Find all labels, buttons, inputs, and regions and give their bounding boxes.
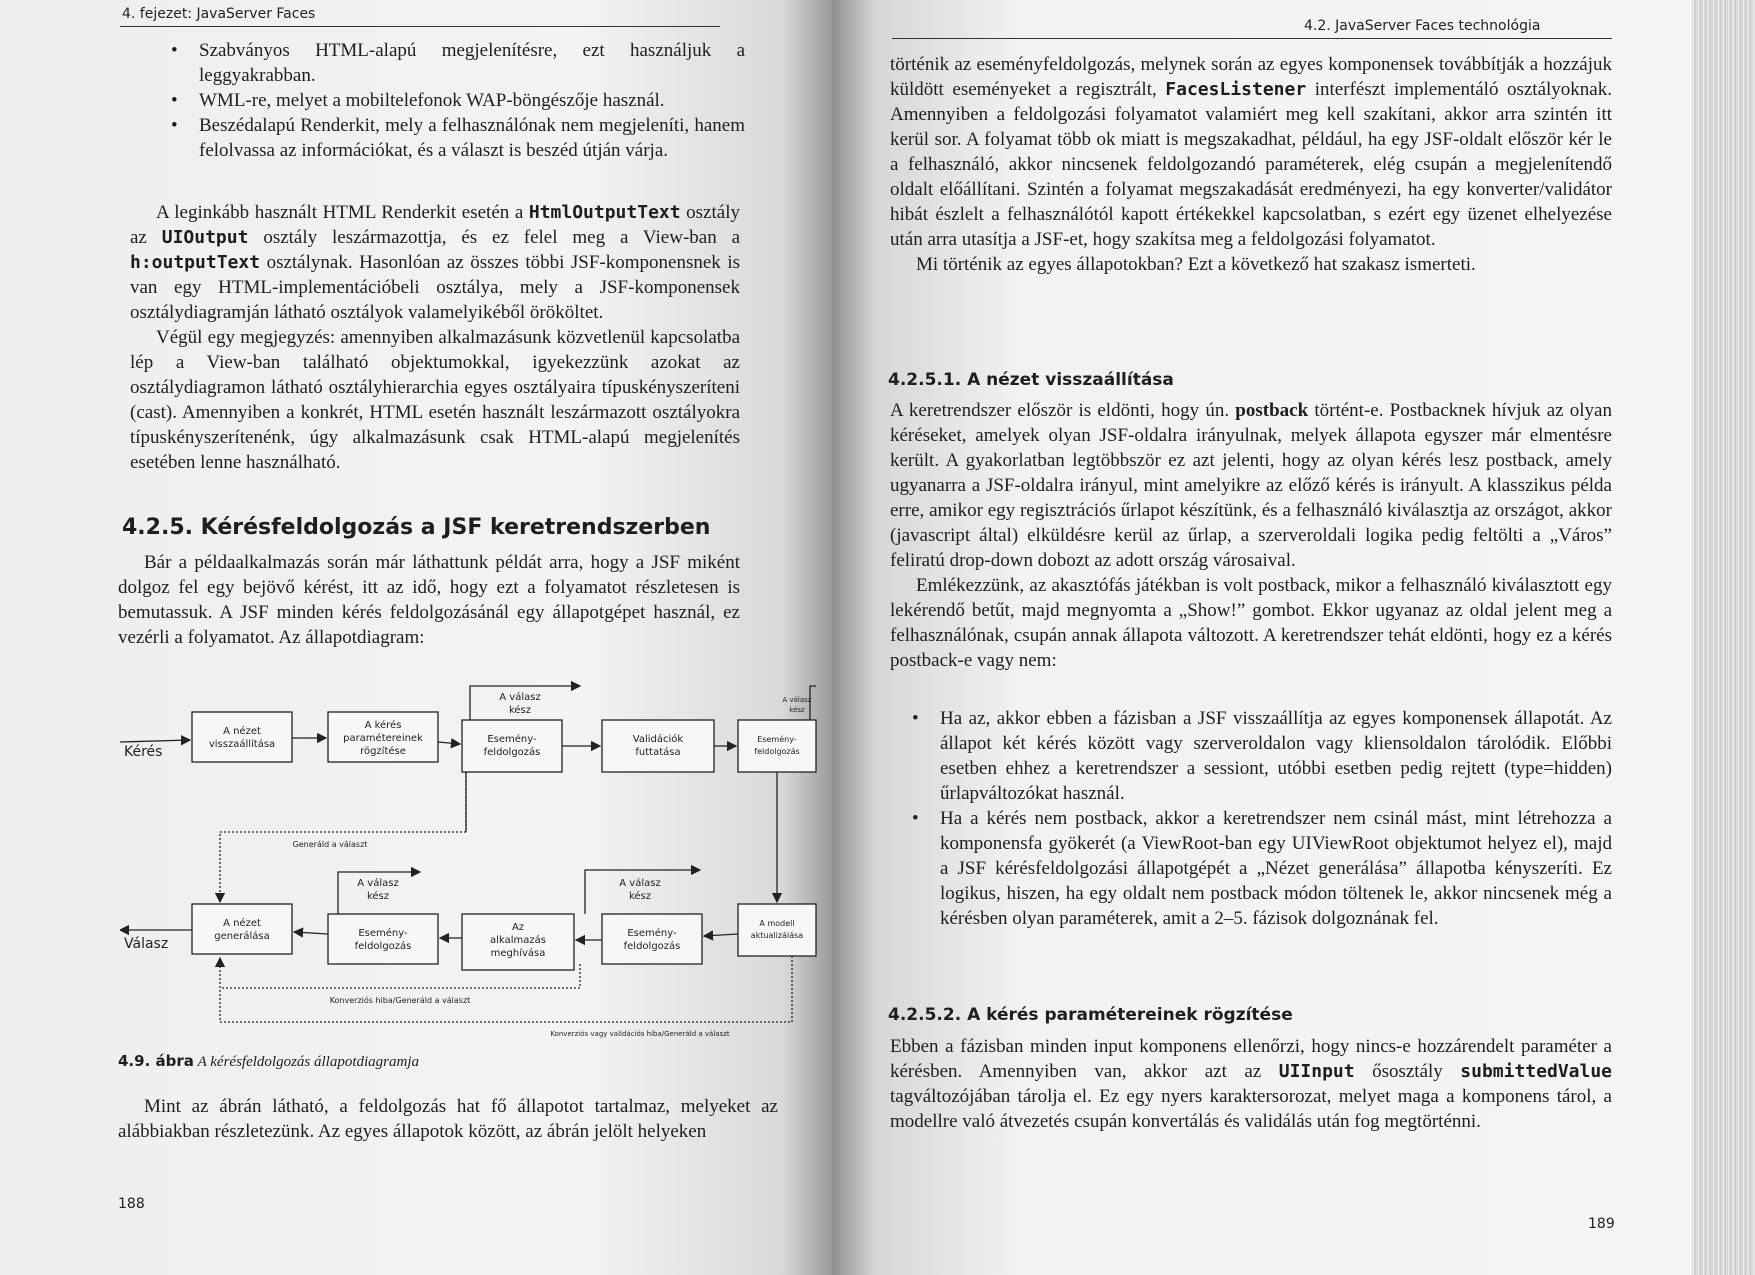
- node-restore-view: [192, 712, 292, 762]
- edge-label: A válasz: [619, 878, 661, 889]
- text-run: ősosztály: [1354, 1061, 1461, 1082]
- paragraph: [890, 398, 1612, 573]
- code-term: HtmlOutputText: [528, 202, 681, 223]
- edge-label: kész: [789, 706, 805, 714]
- text-run: interfészt implementáló osztályoknak. Amennyiben a feldolgozási folyamatot valamiért meg kell szakítani, akkor arra szintén itt kerül sor. A folyamat több ok miatt is megszakadhat, például, ha egy JSF-oldalt először kér le a felhasználó, akkor nincsenek feldolgozandó paraméterek, elég csupán a megjelenítendő oldalt előállítani. Szintén a folyamat megszakadását eredményezi, ha egy konverter/validátor hibát észlelt a felhasználótól kapott értékekkel kapcsolatban, s ezért egy üzenet elhelyezése után arra utasítja a JSF-et, hogy szakítsa meg a feldolgozási folyamatot.: [890, 79, 1612, 250]
- node-render-view: [192, 904, 292, 954]
- node-label: paramétereinek: [343, 733, 423, 744]
- node-label: feldolgozás: [483, 747, 541, 758]
- node-label: rögzítése: [360, 746, 406, 757]
- text-run: tagváltozójában tárolja el. Ez egy nyers karaktersorozat, melyet maga a komponens tárol, a modellre való átvezetés csupán konvertálás és validálás után fog megtörténni.: [890, 1086, 1612, 1132]
- left-page: [0, 0, 832, 1275]
- node-validations: [602, 720, 714, 772]
- bullet-list-right: [906, 706, 1612, 931]
- bullet-list-left: [165, 38, 745, 163]
- running-head-right: 4.2. JavaServer Faces technológia: [1304, 18, 1541, 34]
- diagram-input-label: Kérés: [124, 744, 163, 760]
- node-events-3: [328, 914, 438, 964]
- node-label: Esemény-: [358, 928, 408, 939]
- node-label: A kérés: [364, 720, 402, 731]
- node-label: A modell: [759, 919, 795, 928]
- text-run: osztály leszármazottja, és ez felel meg a View-ban a: [248, 227, 741, 248]
- text-run: osztály az: [130, 202, 740, 248]
- figure-caption: [118, 1052, 419, 1071]
- edge-label: Konverziós hiba/Generáld a választ: [329, 996, 471, 1005]
- paragraph: Emlékezzünk, az akasztófás játékban is volt postback, mikor a felhasználó kiválasztott egy lekérendő betűt, majd megnyomta a „Show!” gombot. Ekkor ugyanaz az oldal jelent meg a felhasználónak, csupán annak állapota változott. A keretrendszer tehát eldönti, hogy ez a kérés postback-e vagy nem:: [890, 575, 1612, 671]
- text-run: osztálynak. Hasonlóan az összes többi JSF-komponensnek is van egy HTML-implementációbeli osztálya, mely a JSF-komponensek osztálydiagramján látható osztályok valamelyikéből örököltet.: [130, 252, 740, 323]
- paragraph: Bár a példaalkalmazás során már láthattunk példát arra, hogy a JSF miként dolgoz fel egy bejövő kérést, itt az idő, hogy ezt a folyamatot részletesen is bemutassuk. A JSF minden kérés feldolgozásánál egy állapotgépet használ, ez vezérli a folyamatot. Az állapotdiagram:: [118, 552, 740, 648]
- text-run: történt-e. Postbacknek hívjuk az olyan kéréseket, amelyek olyan JSF-oldalra irányulnak, melyek állapota egyszer már elmentésre került. A gyakorlatban legtöbbször ez azt jelenti, hogy az olyan kérés lesz postback, amely ugyanarra a JSF-oldalra irányul, mint amelyikre az előző kérés is irányult. A klasszikus példa erre, amikor egy regisztrációs űrlapot készítünk, és a felhasználó kiválasztja az országot, akkor (javascript által) elküldésre kerül az űrlap, a szerveroldali logika pedig feltölti a „Város” feliratú drop-down dobozt az adott ország városaival.: [890, 400, 1612, 571]
- list-item: • WML-re, melyet a mobiltelefonok WAP-böngészője használ.: [165, 88, 745, 113]
- node-label: feldolgozás: [623, 941, 681, 952]
- node-label: generálása: [214, 931, 270, 942]
- figure-caption-text: A kérésfeldolgozás állapotdiagramja: [197, 1054, 420, 1070]
- paragraph: [130, 200, 740, 325]
- code-term: UIOutput: [161, 227, 249, 248]
- page-edges: [1692, 0, 1755, 1275]
- node-label: Az: [511, 922, 525, 933]
- code-term: submittedValue: [1460, 1061, 1612, 1082]
- paragraph-closing: [118, 1094, 778, 1144]
- node-events-1: [462, 720, 562, 772]
- node-label: aktualizálása: [750, 931, 804, 940]
- list-item: • Szabványos HTML-alapú megjelenítésre, ezt használjuk a leggyakrabban.: [165, 38, 745, 88]
- header-rule-left: [120, 26, 720, 27]
- node-events-4: [602, 914, 702, 964]
- edge-label: A válasz: [357, 878, 399, 889]
- paragraph: [890, 52, 1612, 252]
- bold-term: postback: [1235, 400, 1309, 421]
- paragraph: Végül egy megjegyzés: amennyiben alkalmazásunk közvetlenül kapcsolatba lép a View-ban található objektumokkal, igyekezzünk azokat az osztálydiagramon látható osztályhierarchia egyes osztályaira típuskényszeríteni (cast). Amennyiben a konkrét, HTML esetén használt leszármazott osztályokra típuskényszerítenénk, úgy alkalmazásunk csak HTML-alapú megjelenítés esetében lenne használható.: [130, 327, 740, 473]
- node-label: visszaállítása: [208, 739, 276, 750]
- page-number-right: 189: [1588, 1216, 1615, 1232]
- code-term: UIInput: [1278, 1061, 1355, 1082]
- page-number-left: 188: [118, 1196, 145, 1212]
- code-term: FacesListener: [1165, 79, 1307, 100]
- running-head-left: 4. fejezet: JavaServer Faces: [122, 6, 316, 22]
- node-events-2: [738, 720, 816, 772]
- paragraph: Mi történik az egyes állapotokban? Ezt a következő hat szakasz ismerteti.: [916, 254, 1476, 275]
- node-label: feldolgozás: [754, 747, 800, 756]
- node-label: alkalmazás: [490, 935, 546, 946]
- node-label: Esemény-: [757, 735, 797, 744]
- paragraph-apply-request: [890, 1034, 1612, 1134]
- node-label: futtatása: [635, 747, 681, 758]
- edge-label: A válasz: [499, 692, 541, 703]
- node-label: meghívása: [490, 948, 546, 959]
- list-item: • Ha a kérés nem postback, akkor a keretrendszer nem csinál mást, mint létrehozza a komponensfa gyökerét (a ViewRoot-ban egy UIViewRoot objektumot helyez el), majd a JSF kérésfeldolgozási állapotgépét a „Nézet generálása” állapotba kényszeríti. Ez logikus, hiszen, ha egy oldalt nem postback módon töltenek le, akkor nincsenek még a kérésben olyan paraméterek, amit a 2–5. fázisok dolgoznának fel.: [906, 806, 1612, 931]
- edge-label: kész: [366, 891, 390, 902]
- subsection-heading: 4.2.5.2. A kérés paramétereinek rögzítése: [888, 1005, 1293, 1025]
- node-label: A nézet: [223, 918, 261, 929]
- subsection-heading: 4.2.5.1. A nézet visszaállítása: [888, 370, 1174, 390]
- text-run: történik az eseményfeldolgozás, melynek során az egyes komponensek továbbítják a hozzájuk küldött eseményeket a regisztrált,: [890, 54, 1612, 100]
- node-label: Validációk: [632, 734, 684, 745]
- paragraph-intro: [118, 550, 740, 650]
- code-term: h:outputText: [130, 252, 261, 273]
- node-update-model: [738, 904, 816, 956]
- text-run: Ebben a fázisban minden input komponens ellenőrzi, hogy nincs-e hozzárendelt paraméter a kérésben. Amennyiben van, akkor azt az: [890, 1036, 1612, 1082]
- figure-label: 4.9. ábra: [118, 1052, 194, 1070]
- paragraph-postback: [890, 398, 1612, 673]
- right-page: [832, 0, 1692, 1275]
- edge-label: Konverziós vagy validációs hiba/Generáld a választ: [550, 1030, 730, 1038]
- paragraph: Mint az ábrán látható, a feldolgozás hat fő állapotot tartalmaz, melyeket az alábbiakban részletezünk. Az egyes állapotok között, az ábrán jelölt helyeken: [118, 1096, 778, 1142]
- paragraph-events: [890, 52, 1612, 277]
- node-label: Esemény-: [627, 928, 677, 939]
- edge-label: kész: [628, 891, 652, 902]
- header-rule-right: [892, 38, 1612, 39]
- list-item: • Ha az, akkor ebben a fázisban a JSF visszaállítja az egyes komponensek állapotát. Az állapot két kérés között vagy szerveroldalon vagy kliensoldalon tárolódik. Előbbi esetben ehhez a keretrendszer a sessiont, utóbbi esetben pedig rejtett (type=hidden) űrlapváltozókat használ.: [906, 706, 1612, 806]
- edge-label: kész: [508, 705, 532, 716]
- paragraph: [890, 1034, 1612, 1134]
- node-label: Esemény-: [487, 734, 537, 745]
- text-run: A keretrendszer először is eldönti, hogy ún.: [890, 400, 1236, 421]
- list-item: • Beszédalapú Renderkit, mely a felhasználónak nem megjeleníti, hanem felolvassa az információkat, és a választ is beszéd útján várja.: [165, 113, 745, 163]
- node-label: feldolgozás: [354, 941, 412, 952]
- state-diagram: [120, 672, 820, 1042]
- edge-label: Generáld a választ: [292, 840, 368, 849]
- text-run: A leginkább használt HTML Renderkit esetén a: [156, 202, 529, 223]
- paragraph-renderkit: [130, 200, 740, 475]
- edge-label: A válasz: [782, 696, 812, 704]
- diagram-output-label: Válasz: [124, 936, 169, 952]
- section-heading: 4.2.5. Kérésfeldolgozás a JSF keretrendszerben: [122, 515, 711, 540]
- node-label: A nézet: [223, 726, 261, 737]
